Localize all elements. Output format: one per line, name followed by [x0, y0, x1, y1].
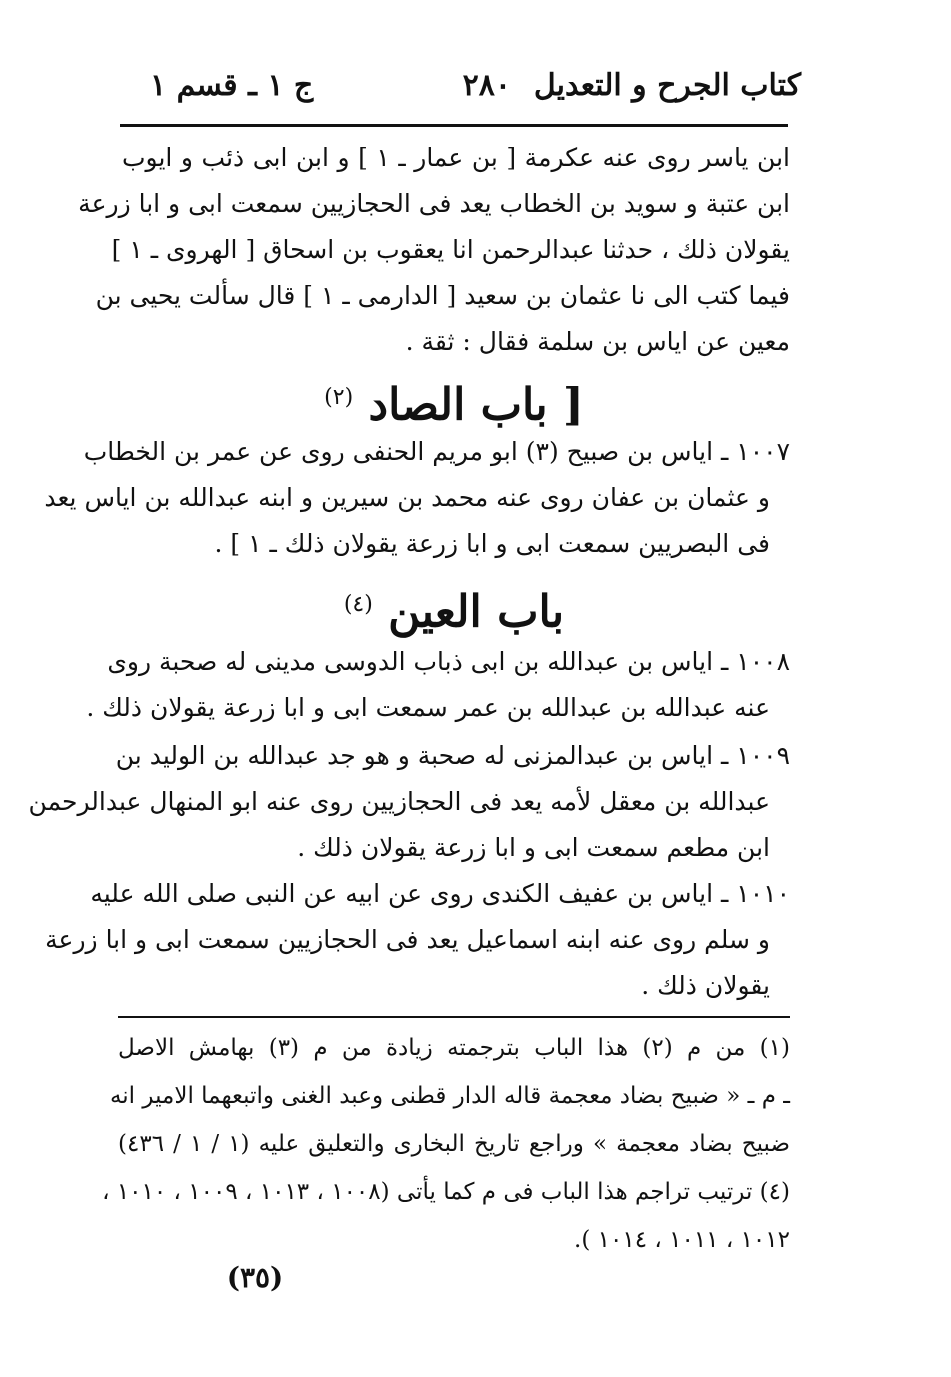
footnote-line: ضبيح بضاد معجمة » وراجع تاريخ البخارى والتعليق عليه (١ / ١ / ٤٣٦) — [118, 1131, 790, 1157]
entry-1007-line: فى البصريين سمعت ابى و ابا زرعة يقولان ذلك ـ ١ ] . — [214, 529, 770, 558]
footnote-line: ـ م ـ « ضبيح بضاد معجمة قاله الدار قطنى وعبد الغنى واتبعهما الامير انه — [109, 1083, 790, 1109]
chapter-heading-ain-note-ref: (٤) — [343, 592, 373, 617]
chapter-heading-sad — [120, 368, 788, 431]
entry-1009-line: ١٠٠٩ ـ اياس بن عبدالمزنى له صحبة و هو جد عبدالله بن الوليد بن — [115, 741, 790, 770]
text-line: معين عن اياس بن سلمة فقال : ثقة . — [405, 327, 790, 356]
entry-1010-line: يقولان ذلك . — [641, 971, 770, 1000]
entry-1008-line: عنه عبدالله بن عبدالله بن عمر سمعت ابى و ابا زرعة يقولان ذلك . — [86, 693, 770, 722]
volume-label: ج ١ ـ قسم ١ — [150, 68, 314, 103]
entry-1007-line: ١٠٠٧ ـ اياس بن صبيح (٣) ابو مريم الحنفى روى عن عمر بن الخطاب — [83, 437, 790, 466]
chapter-heading-sad-label: [ باب الصاد — [368, 379, 584, 431]
chapter-heading-ain-label: باب العين — [388, 586, 565, 638]
chapter-heading-ain — [120, 575, 788, 638]
entry-1010-line: و سلم روى عنه ابنه اسماعيل يعد فى الحجازيين سمعت ابى و ابا زرعة — [45, 925, 770, 954]
entry-1009-line: عبدالله بن معقل لأمه يعد فى الحجازيين روى عنه ابو المنهال عبدالرحمن — [28, 787, 770, 816]
entry-1010-line: ١٠١٠ ـ اياس بن عفيف الكندى روى عن ابيه عن النبى صلى الله عليه — [90, 879, 790, 908]
entry-1008-line: ١٠٠٨ ـ اياس بن عبدالله بن ابى ذباب الدوسى مدينى له صحبة روى — [107, 647, 790, 676]
footnote-line: ١٠١٢ ، ١٠١١ ، ١٠١٤ ). — [574, 1227, 790, 1253]
text-line: ابن عتبة و سويد بن الخطاب يعد فى الحجازيين سمعت ابى و ابا زرعة — [78, 189, 790, 218]
footnote-line: (٤) ترتيب تراجم هذا الباب فى م كما يأتى (١٠٠٨ ، ١٠١٣ ، ١٠٠٩ ، ١٠١٠ ، — [102, 1179, 790, 1205]
book-title: كتاب الجرح و التعديل — [533, 68, 801, 103]
header-rule — [120, 124, 788, 127]
footnote-line: (١) من م (٢) هذا الباب بترجمته زيادة من م (٣) بهامش الاصل — [118, 1035, 790, 1061]
text-line: فيما كتب الى نا عثمان بن سعيد [ الدارمى ـ ١ ] قال سألت يحيى بن — [95, 281, 790, 310]
text-line: يقولان ذلك ، حدثنا عبدالرحمن انا يعقوب بن اسحاق [ الهروى ـ ١ ] — [111, 235, 790, 264]
footnote-rule — [118, 1016, 790, 1018]
page-number: ٢٨٠ — [462, 68, 511, 103]
entry-1007-line: و عثمان بن عفان روى عنه محمد بن سيرين و ابنه عبدالله بن اياس يعد — [44, 483, 770, 512]
chapter-heading-sad-note-ref: (٢) — [324, 385, 354, 410]
signature-mark: (٣٥) — [226, 1261, 284, 1294]
text-line: ابن ياسر روى عنه عكرمة [ بن عمار ـ ١ ] و ابن ابى ذئب و ايوب — [122, 143, 790, 172]
entry-1009-line: ابن مطعم سمعت ابى و ابا زرعة يقولان ذلك . — [297, 833, 770, 862]
page-header — [120, 64, 801, 120]
